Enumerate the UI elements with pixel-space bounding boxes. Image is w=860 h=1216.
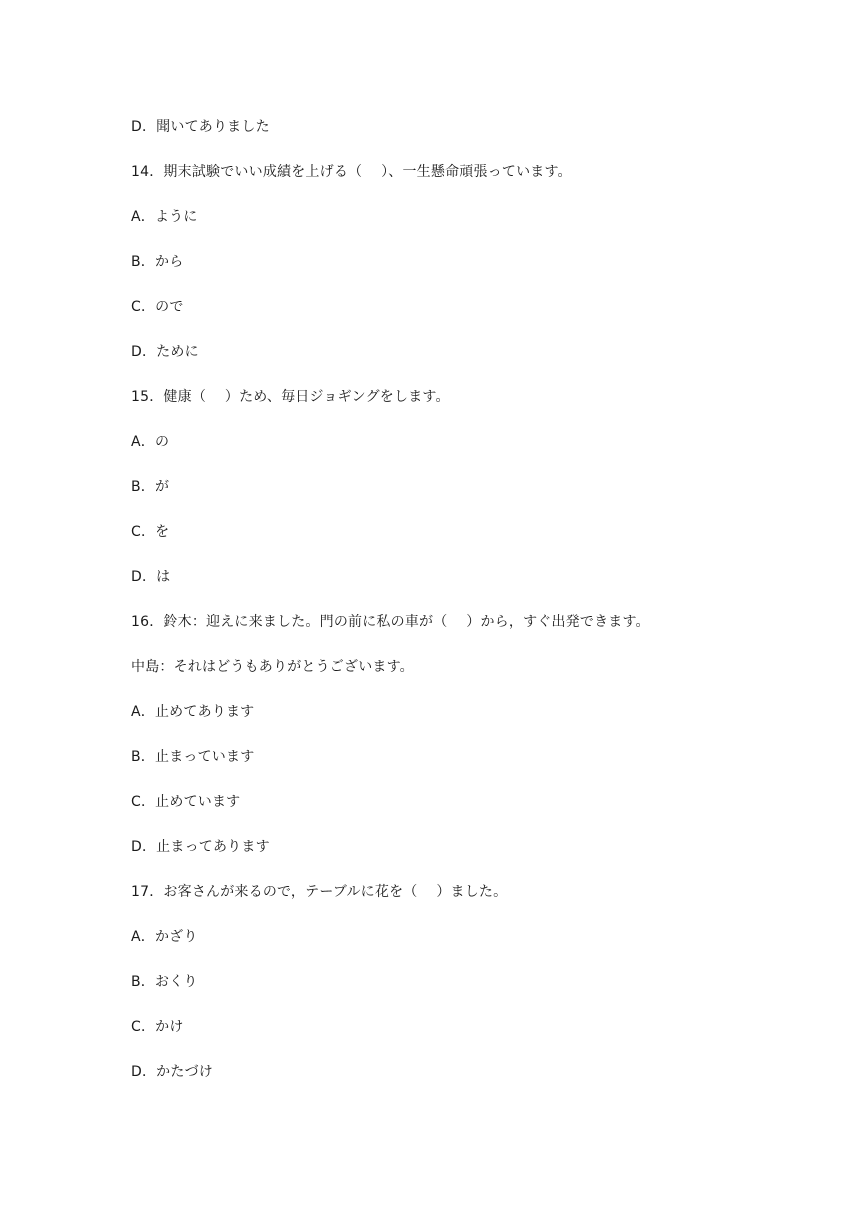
q17-option-a: A．かざり xyxy=(131,929,198,945)
q14-option-d: D．ために xyxy=(131,344,199,360)
q14-option-b: B．から xyxy=(131,254,184,270)
q15-question: 15．健康（ ）ため、毎日ジョギングをします。 xyxy=(131,389,450,405)
q16-option-b: B．止まっています xyxy=(131,749,255,765)
q16-dialogue: 中島：それはどうもありがとうございます。 xyxy=(131,659,414,675)
q15-option-b: B．が xyxy=(131,479,170,495)
q15-option-a: A．の xyxy=(131,434,170,450)
q14-question: 14．期末試験でいい成績を上げる（ ）、一生懸命頑張っています。 xyxy=(131,164,572,180)
q14-option-a: A．ように xyxy=(131,209,198,225)
q16-option-a: A．止めてあります xyxy=(131,704,255,720)
q17-option-b: B．おくり xyxy=(131,974,198,990)
q16-option-c: C．止めています xyxy=(131,794,241,810)
q14-option-c: C．ので xyxy=(131,299,184,315)
q17-question: 17．お客さんが来るので，テーブルに花を（ ）ました。 xyxy=(131,884,508,900)
q16-question: 16．鈴木：迎えに来ました。門の前に私の車が（ ）から，すぐ出発できます。 xyxy=(131,614,650,630)
q16-option-d: D．止まってあります xyxy=(131,839,270,855)
q15-option-c: C．を xyxy=(131,524,170,540)
q17-option-d: D．かたづけ xyxy=(131,1064,213,1080)
q15-option-d: D．は xyxy=(131,569,171,585)
q13-option-d: D．聞いてありました xyxy=(131,119,270,135)
q17-option-c: C．かけ xyxy=(131,1019,184,1035)
